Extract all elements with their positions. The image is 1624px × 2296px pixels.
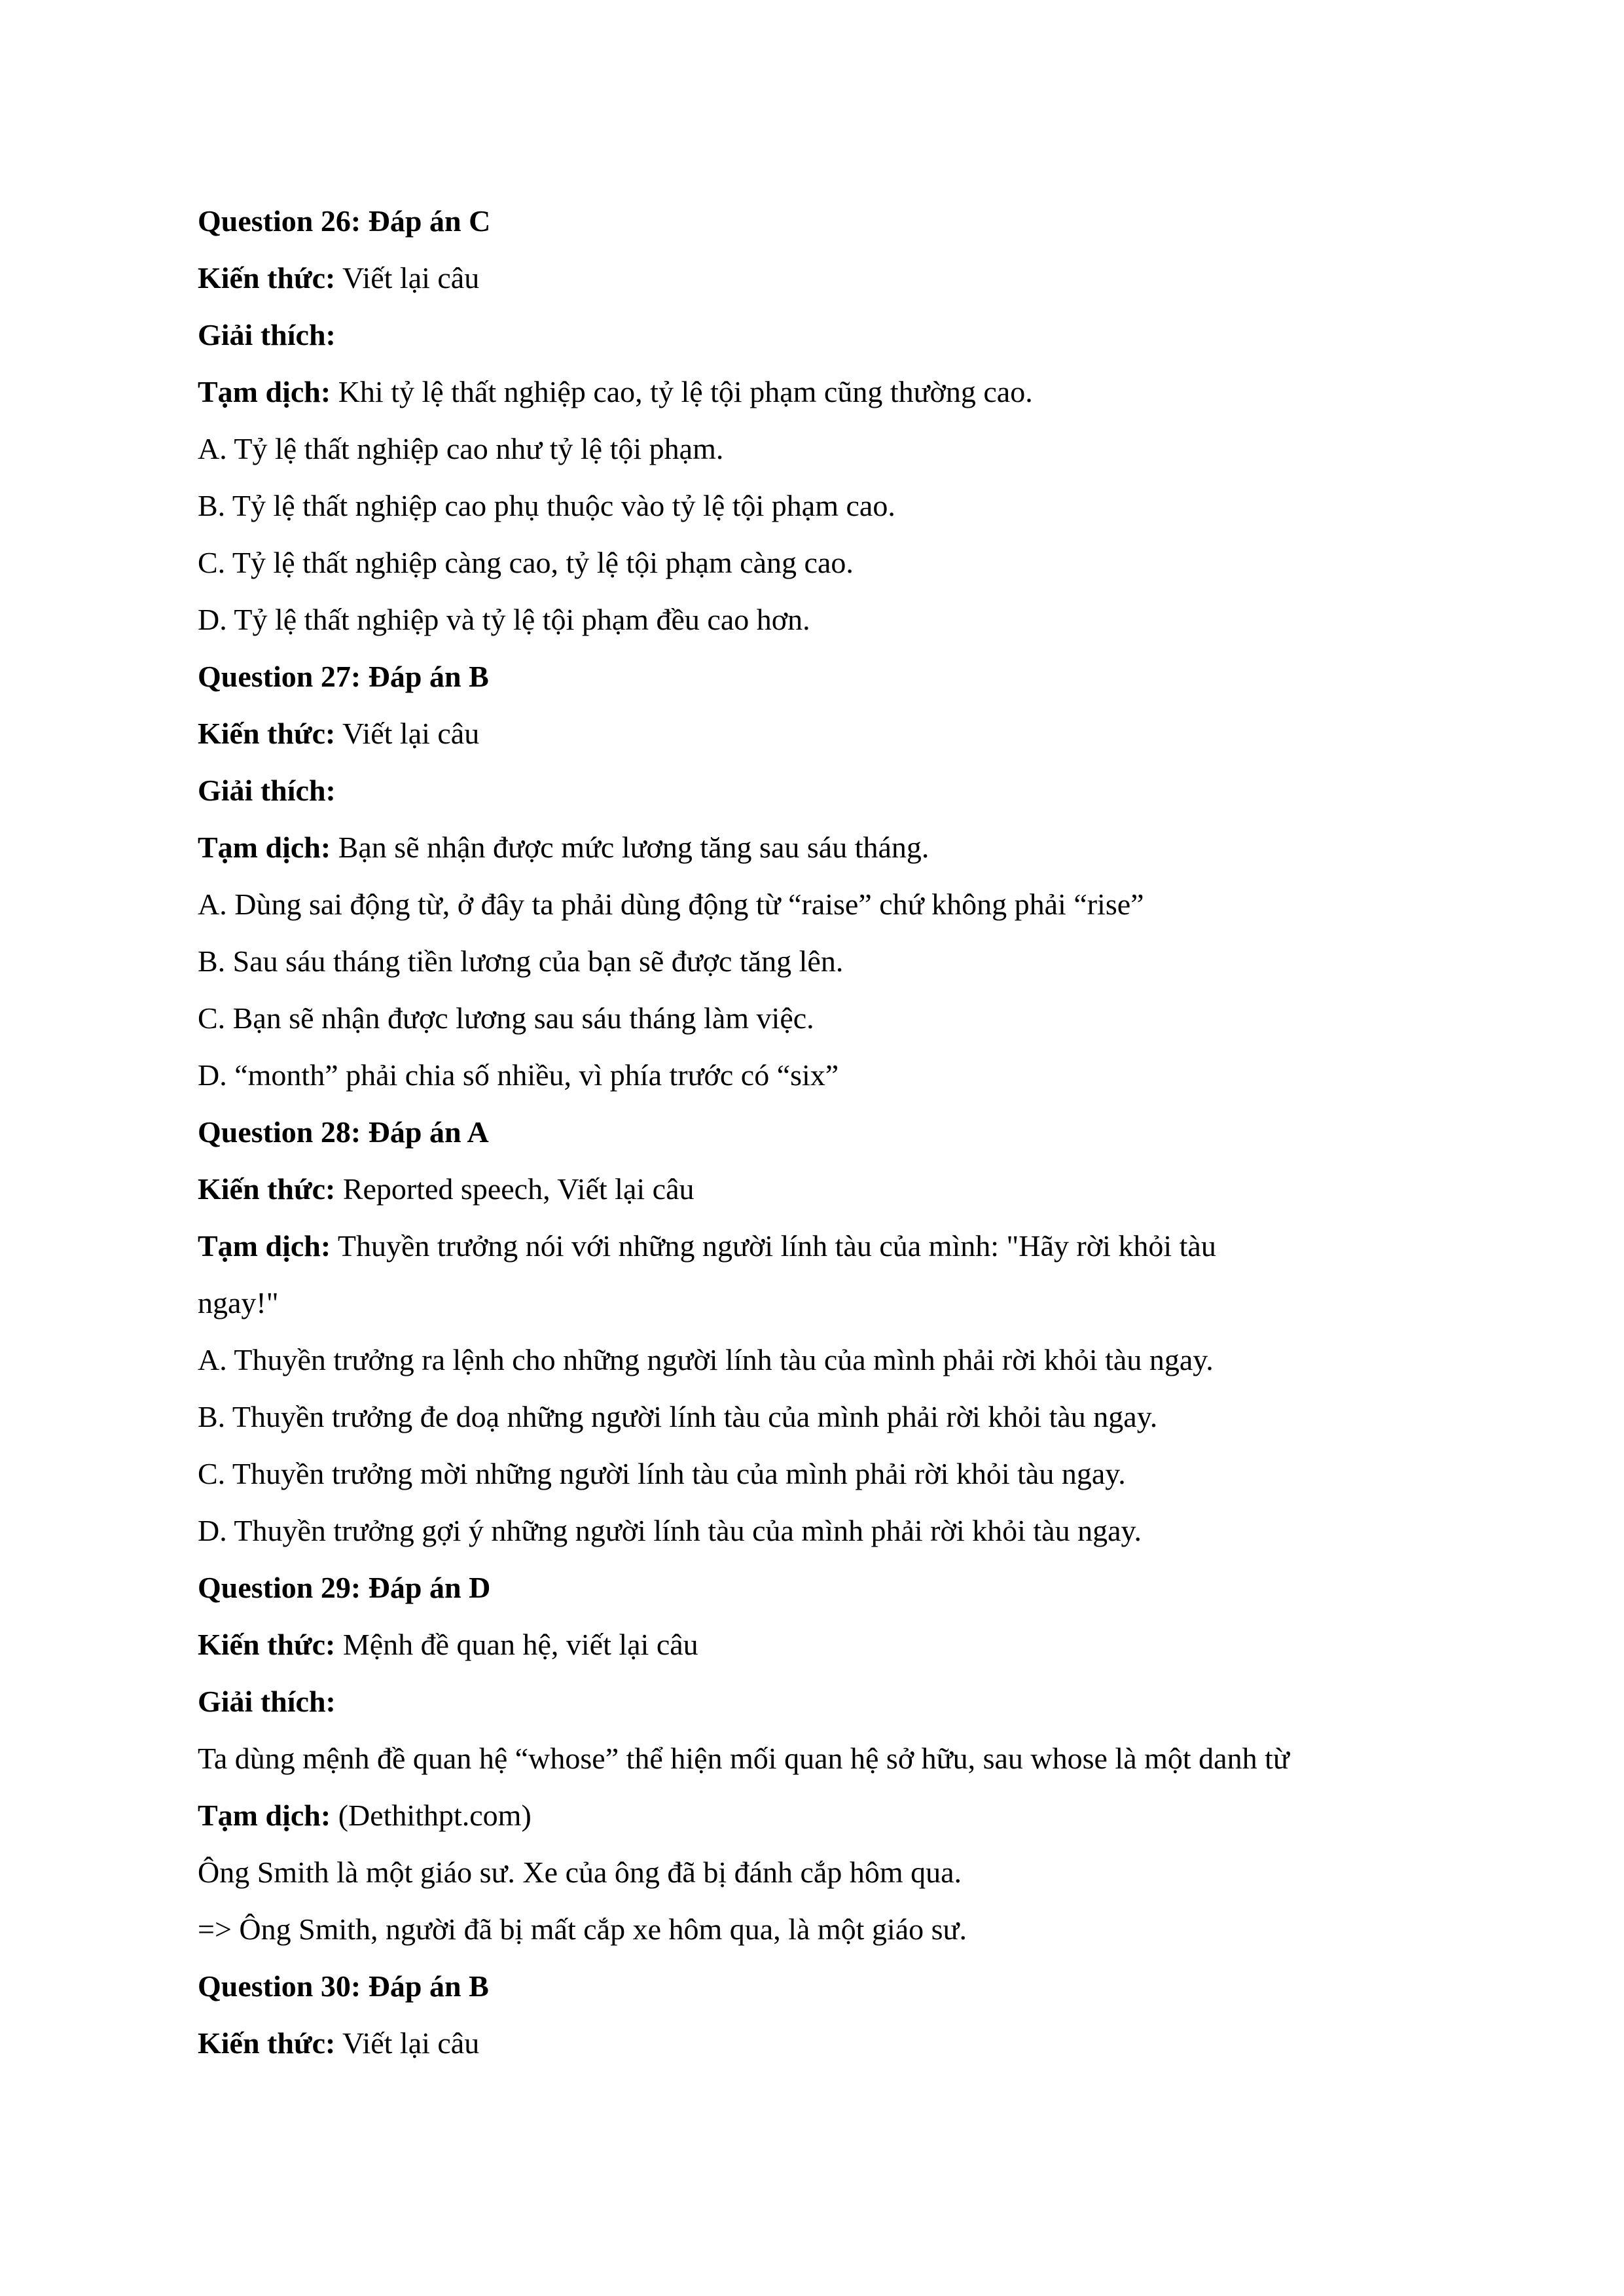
question-28-option-b: B. Thuyền trưởng đe doạ những người lính tàu của mình phải rời khỏi tàu ngay. — [198, 1400, 1158, 1433]
question-30-knowledge: Kiến thức: Viết lại câu — [198, 2026, 480, 2060]
question-26-explanation-label: Giải thích: — [198, 318, 336, 351]
question-26-knowledge: Kiến thức: Viết lại câu — [198, 261, 480, 295]
question-29-translation: Tạm dịch: (Dethithpt.com) — [198, 1799, 532, 1832]
question-29-explanation: Ta dùng mệnh đề quan hệ “whose” thể hiện mối quan hệ sở hữu, sau whose là một danh từ — [198, 1742, 1290, 1775]
question-28-heading: Question 28: Đáp án A — [198, 1115, 489, 1149]
question-28-option-a: A. Thuyền trưởng ra lệnh cho những người lính tàu của mình phải rời khỏi tàu ngay. — [198, 1343, 1214, 1376]
question-27-option-c: C. Bạn sẽ nhận được lương sau sáu tháng làm việc. — [198, 1001, 814, 1035]
question-27-explanation-label: Giải thích: — [198, 774, 336, 807]
question-26-option-c: C. Tỷ lệ thất nghiệp càng cao, tỷ lệ tội phạm càng cao. — [198, 546, 854, 579]
question-29-explanation-label: Giải thích: — [198, 1685, 336, 1718]
question-28-option-c: C. Thuyền trưởng mời những người lính tàu của mình phải rời khỏi tàu ngay. — [198, 1457, 1126, 1490]
question-27-option-b: B. Sau sáu tháng tiền lương của bạn sẽ được tăng lên. — [198, 944, 844, 978]
question-26-heading: Question 26: Đáp án C — [198, 204, 491, 238]
question-26-option-a: A. Tỷ lệ thất nghiệp cao như tỷ lệ tội phạm. — [198, 432, 724, 465]
question-27-translation: Tạm dịch: Bạn sẽ nhận được mức lương tăng sau sáu tháng. — [198, 831, 929, 864]
question-26-option-b: B. Tỷ lệ thất nghiệp cao phụ thuộc vào tỷ lệ tội phạm cao. — [198, 489, 895, 522]
question-28-translation-continued: ngay!" — [198, 1286, 279, 1319]
question-27-option-d: D. “month” phải chia số nhiều, vì phía trước có “six” — [198, 1058, 839, 1092]
question-27-knowledge: Kiến thức: Viết lại câu — [198, 717, 480, 750]
document-page — [198, 192, 1441, 2072]
question-27-heading: Question 27: Đáp án B — [198, 660, 489, 693]
question-26-translation: Tạm dịch: Khi tỷ lệ thất nghiệp cao, tỷ lệ tội phạm cũng thường cao. — [198, 375, 1033, 408]
question-29-sentence-1: Ông Smith là một giáo sư. Xe của ông đã bị đánh cắp hôm qua. — [198, 1856, 962, 1889]
question-29-heading: Question 29: Đáp án D — [198, 1571, 491, 1604]
question-28-knowledge: Kiến thức: Reported speech, Viết lại câu — [198, 1172, 695, 1206]
question-30-heading: Question 30: Đáp án B — [198, 1969, 489, 2003]
question-28-option-d: D. Thuyền trưởng gợi ý những người lính tàu của mình phải rời khỏi tàu ngay. — [198, 1514, 1142, 1547]
question-29-knowledge: Kiến thức: Mệnh đề quan hệ, viết lại câu — [198, 1628, 698, 1661]
question-26-option-d: D. Tỷ lệ thất nghiệp và tỷ lệ tội phạm đều cao hơn. — [198, 603, 810, 636]
question-27-option-a: A. Dùng sai động từ, ở đây ta phải dùng động từ “raise” chứ không phải “rise” — [198, 888, 1144, 921]
question-29-sentence-2: => Ông Smith, người đã bị mất cắp xe hôm qua, là một giáo sư. — [198, 1912, 967, 1946]
question-28-translation: Tạm dịch: Thuyền trưởng nói với những người lính tàu của mình: "Hãy rời khỏi tàu — [198, 1229, 1216, 1263]
